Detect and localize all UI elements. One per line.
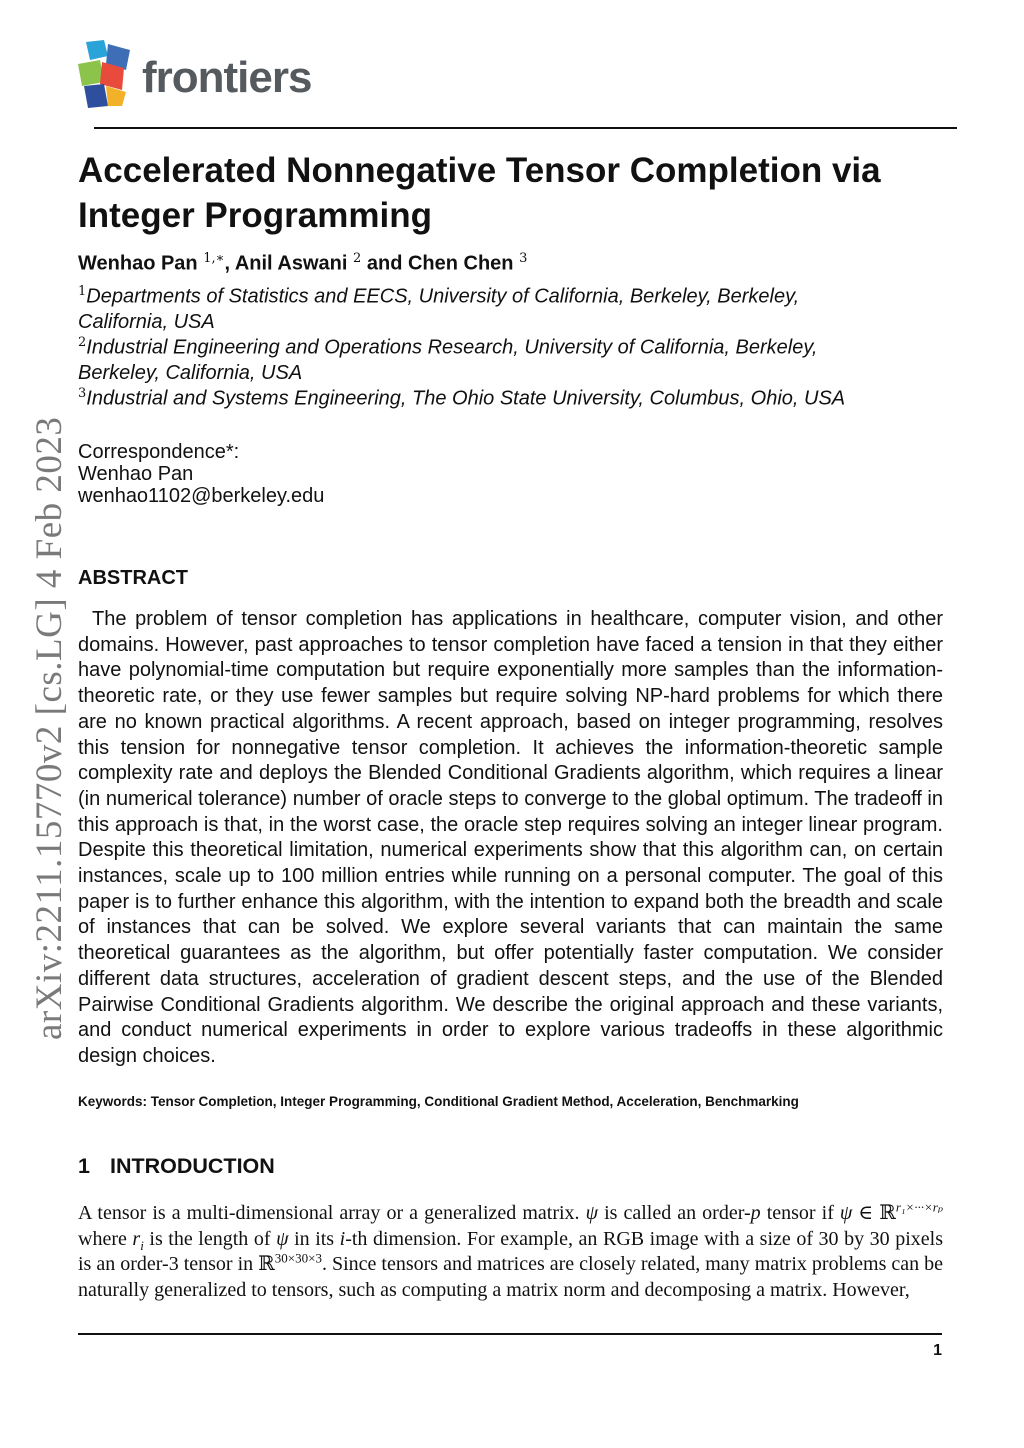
affiliation [78, 330, 868, 387]
affiliation-number: 2 [78, 335, 87, 350]
frontiers-logo-mark-icon [78, 40, 148, 110]
author-affiliation-mark: 1,∗ [203, 251, 225, 266]
arxiv-identifier: arXiv:2211.15770v2 [cs.LG] 4 Feb 2023 [29, 416, 70, 1040]
author-affiliation-mark: 3 [519, 251, 528, 266]
correspondence-block [78, 441, 324, 507]
affiliation [78, 381, 868, 412]
keywords-line [78, 1094, 799, 1109]
affiliation-text: Industrial Engineering and Operations Research, University of California, Berkeley, Berkeley, California, USA [78, 336, 818, 385]
journal-name: frontiers [142, 53, 312, 102]
affiliation [78, 279, 868, 336]
page-number: 1 [933, 1342, 942, 1359]
section-number: 1 [78, 1154, 90, 1178]
author-name: Chen Chen [407, 252, 514, 275]
paper-title: Accelerated Nonnegative Tensor Completion via Integer Programming [78, 151, 881, 235]
correspondence-email[interactable]: wenhao1102@berkeley.edu [78, 485, 325, 507]
author-separator: and [361, 252, 408, 275]
author-affiliation-mark: 2 [353, 251, 362, 266]
keywords-text: Tensor Completion, Integer Programming, Conditional Gradient Method, Acceleration, Benchmarking [150, 1094, 799, 1109]
correspondence-name: Wenhao Pan [78, 463, 194, 485]
author-separator: , [224, 252, 235, 275]
header-divider [94, 127, 957, 129]
abstract-heading: ABSTRACT [78, 567, 188, 589]
affiliation-text: Industrial and Systems Engineering, The Ohio State University, Columbus, Ohio, USA [86, 387, 846, 410]
affiliation-text: Departments of Statistics and EECS, University of California, Berkeley, Berkeley, California, USA [78, 285, 800, 334]
keywords-label: Keywords: [78, 1094, 148, 1109]
affiliation-number: 3 [78, 386, 87, 401]
author-name: Wenhao Pan [78, 252, 198, 275]
correspondence-label: Correspondence*: [78, 441, 240, 463]
author-name: Anil Aswani [234, 252, 348, 275]
footer-divider [78, 1333, 942, 1335]
section-heading [78, 1154, 275, 1179]
section-title: INTRODUCTION [109, 1154, 275, 1178]
introduction-paragraph: A tensor is a multi-dimensional array or a generalized matrix. ψ is called an order-p tensor if ψ ∈ ℝ$^{r_1\times\cdot\cdot\cdot\times r_p}$ where $r_i$ is the length of ψ in its i-th dimension. For example, an RGB image with a size of 30 by 30 pixels is an order-3 tensor in ℝ$^{30\times 30\times 3}$. Since tensors and matrices are closely related, many matrix problems can be naturally generalized to tensors, such as computing a matrix norm and decomposing a matrix. However, [78, 1199, 944, 1301]
abstract-body: The problem of tensor completion has applications in healthcare, computer vision, and other domains. However, past approaches to tensor completion have faced a tension in that they either have polynomial-time computation but require exponentially more samples than the information-theoretic rate, or they use fewer samples but require solving NP-hard problems for which there are no known practical algorithms. A recent approach, based on integer programming, resolves this tension for nonnegative tensor completion. It achieves the information-theoretic sample complexity rate and deploys the Blended Conditional Gradients algorithm, which requires a linear (in numerical tolerance) number of oracle steps to converge to the global optimum. The tradeoff in this approach is that, in the worst case, the oracle step requires solving an integer linear program. Despite this theoretical limitation, numerical experiments show that this algorithm can, on certain instances, scale up to 100 million entries while running on a personal computer. The goal of this paper is to further enhance this algorithm, with the intention to expand both the breadth and scale of instances that can be solved. We explore several variants that can maintain the same theoretical guarantees as the algorithm, but offer potentially faster computation. We consider different data structures, acceleration of gradient descent steps, and the use of the Blended Pairwise Conditional Gradients algorithm. We describe the original approach and these variants, and conduct numerical experiments in order to explore various tradeoffs in these algorithmic design choices. [78, 608, 943, 1067]
author-list [78, 245, 527, 278]
affiliation-number: 1 [78, 284, 87, 299]
